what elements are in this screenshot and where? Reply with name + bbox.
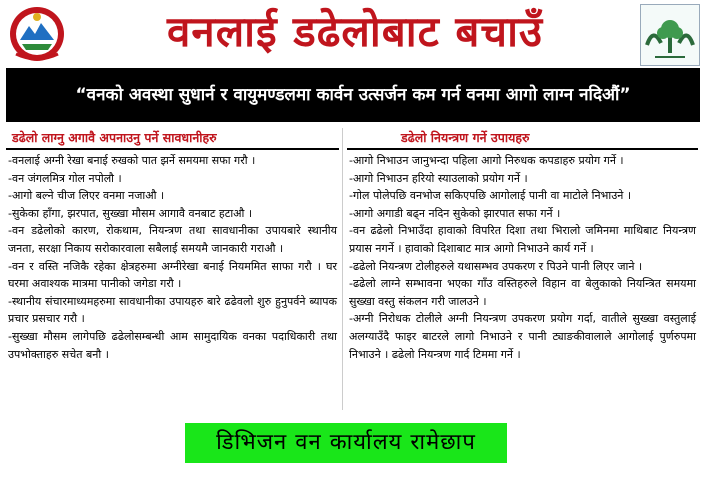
precaution-item: -सुख्खा मौसम लागेपछि ढढेलोसम्बन्धी आम सामुदायिक वनका पदाधिकारी तथा उपभोक्ताहरु सचेत बनौ ।: [8, 329, 337, 361]
control-measures-heading: डढेलो नियन्त्रण गर्ने उपायहरु: [401, 130, 530, 145]
precaution-item: -स्थानीय संचारमाध्यमहरुमा सावधानीका उपायहरु बारे ढढेवलो शुरु हुनुपर्वने ब्यापक प्रचार प्रसचार गरौ ।: [8, 294, 337, 326]
forest-hands-logo-icon: [640, 4, 700, 66]
control-measure-item: -गोल पोलेपछि वनभोज सकिएपछि आगोलाई पानी वा माटोले निभाउने ।: [349, 189, 632, 203]
issuing-office-label: डिभिजन वन कार्यालय रामेछाप: [185, 423, 507, 463]
slogan-banner: “वनको अवस्था सुधार्न र वायुमण्डलमा कार्वन उत्सर्जन कम गर्न वनमा आगो लाग्न नदिऔं”: [6, 68, 700, 122]
control-measure-item: -वन ढढेलो निभाउँदा हावाको विपरित दिशा तथा भिरालो जमिनमा माथिबाट नियन्त्रण प्रयास नगर्ने । हावाको दिशाबाट मात्र आगो निभाउने कार्य गर्ने ।: [349, 224, 696, 255]
precaution-item: -वन र वस्ति नजिकै रहेका क्षेत्रहरुमा अग्नीरेखा बनाई नियममित साफा गरौ । घर घरमा अवाश्यक मात्रमा पानीको जगेडा गरौ ।: [8, 259, 337, 291]
control-measure-item: -आगो अगाडी बढ्न नदिन सुकेको झारपात सफा गर्ने ।: [349, 206, 561, 220]
control-measure-item: -अग्नी निरोधक टोलीले अग्नी नियन्त्रण उपकरण प्रयोग गर्दा, वातीले सुख्खा वस्तुलाई अलग्याउँदै फाइर बाटरले लागो निभाउने र पानी ट्याङकीवालाले आगोलाई पुर्णरुपमा निभाउने । ढढेलो नियन्त्रण गार्द टिममा गर्ने ।: [349, 312, 696, 361]
precaution-item: -वन डढेलोको कारण, रोकथाम, नियन्त्रण तथा सावधानीका उपायबारे स्थानीय जनता, सरक्षा निकाय सरोकारवाला सबैलाई समयमै जानकारी गराऔ ।: [8, 224, 337, 255]
control-measure-item: -आगो निभाउन जानुभन्दा पहिला आगो निरुधक कपडाहरु प्रयोग गर्ने ।: [349, 154, 624, 167]
precaution-item: -सुकेका हाँगा, झरपात, सुख्खा मौसम आगावै वनबाट हटाऔ ।: [8, 206, 253, 220]
column-divider: [342, 128, 343, 410]
control-measures-column: [347, 128, 698, 363]
nepal-emblem-icon: [8, 4, 66, 64]
control-measure-item: -ढढेलो लाग्ने सम्भावना भएका गाँउ वस्तिहरुले विहान वा बेलुकाको नियन्त्रित समयमा सुख्खा वस्तु संकलन गरी जालउने ।: [349, 277, 696, 308]
precautions-list: [6, 152, 339, 363]
precaution-item: -वनलाई अग्नी रेखा बनाई रुखको पात झर्ने समयमा सफा गरौ ।: [8, 154, 256, 167]
control-measure-item: -ढढेलो नियन्त्रण टोलीहरुले यथासम्भव उपकरण र पिउने पानी लिएर जाने ।: [349, 259, 643, 273]
precautions-column: [6, 128, 339, 363]
precaution-item: -आगो बल्ने चीज लिएर वनमा नजाऔ ।: [8, 189, 165, 203]
precautions-heading: डढेलो लाग्नु अगावै अपनाउनु पर्ने सावधानीहरु: [12, 130, 217, 145]
control-measures-list: [347, 152, 698, 363]
poster-title: वनलाई डढेलोबाट बचाउँ: [167, 7, 543, 56]
precaution-item: -वन जंगलमित्र गोल नपोलौ ।: [8, 171, 122, 185]
control-measure-item: -आगो निभाउन हरियो स्याउलाको प्रयोग गर्ने ।: [349, 171, 528, 185]
